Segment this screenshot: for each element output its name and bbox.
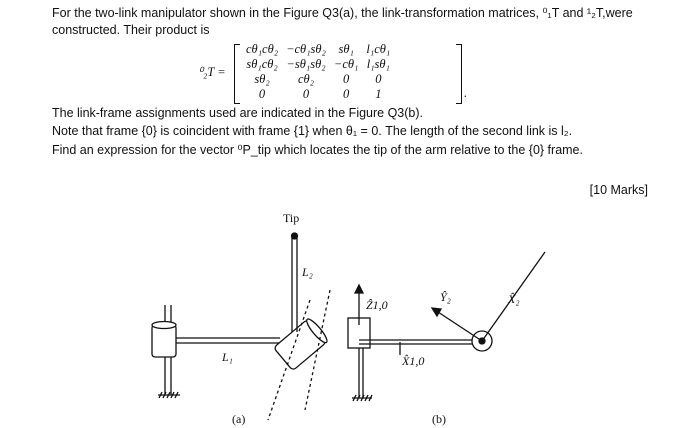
question-line-3: The link-frame assignments used are indicated in the Figure Q3(b). [52,106,424,120]
z10-label: Ẑ1,0 [366,298,388,312]
matrix-cell: sθ₁ [338,42,354,56]
base-post [152,305,180,398]
matrix-cell: cθ₁cθ₂ [246,42,279,56]
matrix-cell: 0 [343,87,350,101]
y2-label: Ŷ₂ [440,290,451,304]
matrix-cell: 0 [343,72,350,86]
matrix-cell: 1 [375,87,382,101]
question-line-2: constructed. Their product is [52,23,210,37]
matrix-cell: −sθ₁sθ₂ [286,57,326,71]
caption-a: (a) [232,412,246,426]
matrix-cell: sθ₂ [254,72,270,86]
link-l1 [176,338,280,343]
y2-axis [432,308,482,341]
marks-label: [10 Marks] [589,183,648,197]
matrix-cell: −cθ₁sθ₂ [286,42,326,56]
question-line-1: For the two-link manipulator shown in the Figure Q3(a), the link-transformation matrices, ⁰₁T and ¹₂T,were [52,6,633,20]
link-l2 [292,233,298,332]
x2-label: X̂₂ [508,292,520,306]
matrix-cell: 0 [258,87,266,101]
matrix-cell: −cθ₁ [333,57,359,71]
question-line-5: Find an expression for the vector ⁰P_tip which locates the tip of the arm relative to the {0} frame. [52,143,583,157]
frame-link [359,340,482,344]
caption-b: (b) [432,412,446,426]
x10-label: X̂1,0 [402,354,425,368]
frame-base [348,318,372,401]
matrix-cell: l₁cθ₁ [366,42,391,56]
matrix-trailing-period: . [464,86,468,100]
matrix-cell: sθ₁cθ₂ [246,57,278,71]
tip-label: Tip [283,211,300,225]
question-line-4: Note that frame {0} is coincident with frame {1} when θ₁ = 0. The length of the second link is l₂. [52,124,573,138]
matrix-cell: 0 [302,87,310,101]
matrix-cell: 0 [375,72,382,86]
matrix-lhs: ⁰₂T = [198,65,226,79]
matrix-cell: l₁sθ₁ [366,57,390,71]
matrix-cell: cθ₂ [297,72,315,86]
l2-label: L₂ [302,265,313,279]
l1-label: L₁ [222,350,233,364]
